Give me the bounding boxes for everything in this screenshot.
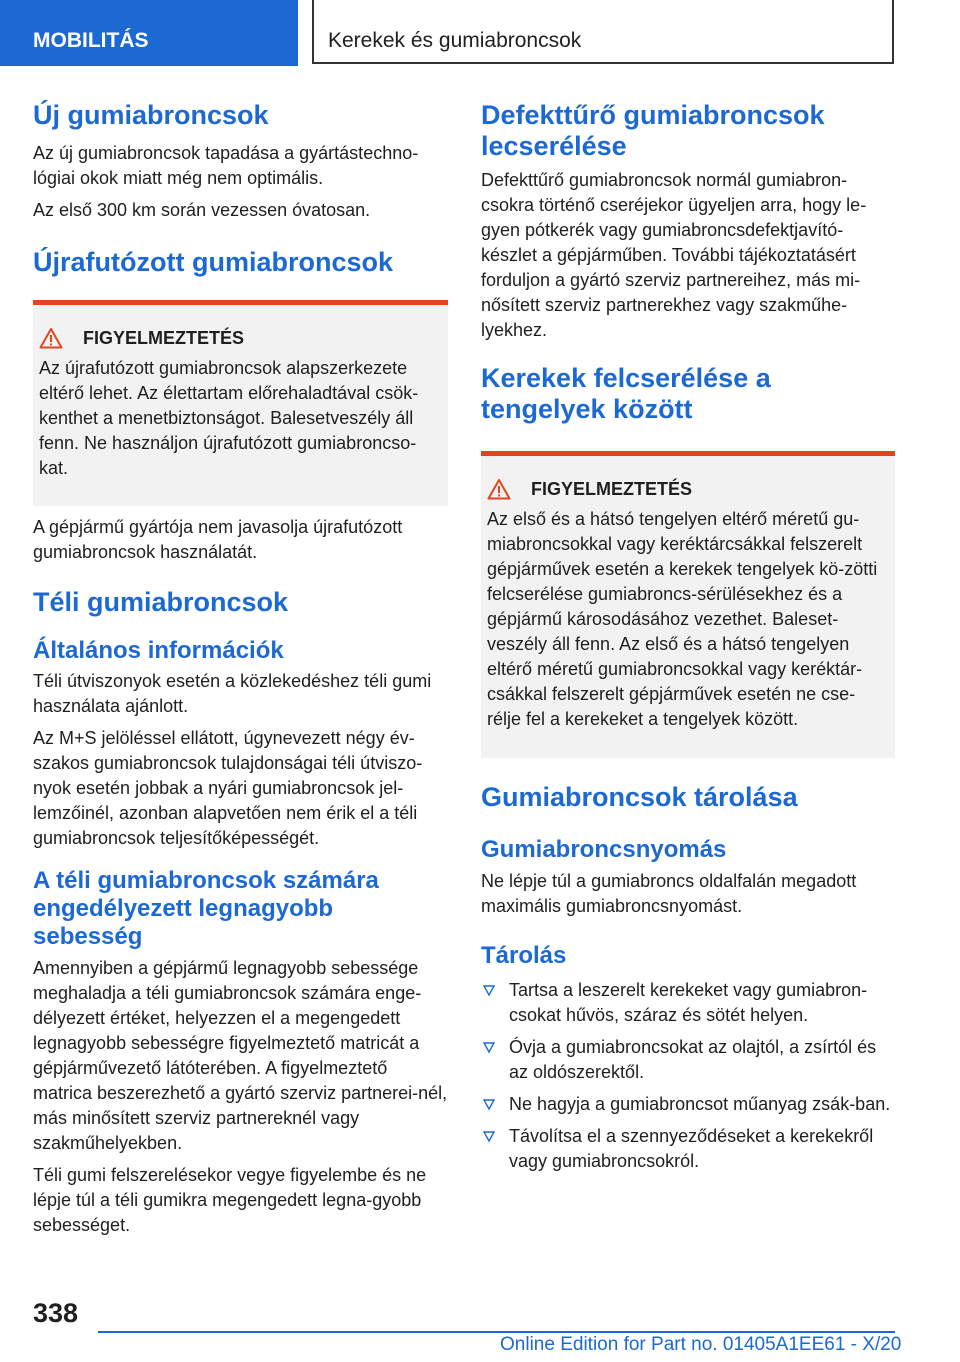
- warning-box-retreaded: [33, 300, 448, 506]
- list-item: Ne hagyja a gumiabroncsot műanyag zsák-ban.: [481, 1092, 895, 1117]
- subsection-title-tire-pressure: Gumiabroncsnyomás: [481, 836, 727, 863]
- section-title-retreaded-tires: Újrafutózott gumiabroncsok: [33, 247, 394, 277]
- warning-triangle-icon: [39, 327, 63, 349]
- warning-text: Az újrafutózott gumiabroncsok alapszerkezete eltérő lehet. Az élettartam előrehaladtával csök-kenthet a menetbiztonságot. Balesetveszély áll fenn. Ne használjon újrafutózott gumiabroncso-kat.: [39, 358, 419, 478]
- storage-list: [481, 978, 895, 1174]
- footer-edition: Online Edition for Part no. 01405A1EE61 - X/20: [500, 1334, 902, 1355]
- retreaded-paragraph: A gépjármű gyártója nem javasolja újrafutózott gumiabroncsok használatát.: [33, 517, 403, 562]
- max-speed-paragraph-1: Amennyiben a gépjármű legnagyobb sebessége meghaladja a téli gumiabroncsok számára enge-délyezett értéket, helyezzen el a megengedett legnagyobb sebességre figyelmeztető matricát a gépjárművezető látóterében. A figyelmeztető matrica beszerezhető a gyártó szerviz partnerei-nél, más minősített szerviz partnereknél vagy szakműhelyekben.: [33, 958, 448, 1153]
- list-item: Távolítsa el a szennyeződéseket a kerekekről vagy gumiabroncsokról.: [481, 1124, 895, 1174]
- list-item: Óvja a gumiabroncsokat az olajtól, a zsírtól és az oldószerektől.: [481, 1035, 895, 1085]
- warning-box-wheel-swap: [481, 451, 895, 758]
- triangle-bullet-icon: [483, 985, 495, 997]
- page-number: 338: [33, 1298, 79, 1328]
- new-tires-paragraph-1: Az új gumiabroncsok tapadása a gyártástechno-lógiai okok miatt még nem optimális.: [33, 143, 419, 188]
- triangle-bullet-icon: [483, 1042, 495, 1054]
- winter-paragraph-1: Téli útviszonyok esetén a közlekedéshez téli gumi használata ajánlott.: [33, 671, 432, 716]
- section-title-tire-storage: Gumiabroncsok tárolása: [481, 782, 798, 812]
- chapter-title: Kerekek és gumiabroncsok: [312, 0, 894, 64]
- new-tires-paragraph-2: Az első 300 km során vezessen óvatosan.: [33, 200, 371, 220]
- warning-label: FIGYELMEZTETÉS: [83, 327, 245, 348]
- warning-label: FIGYELMEZTETÉS: [531, 478, 693, 499]
- subsection-title-max-speed: A téli gumiabroncsok számára engedélyezett legnagyobb sebesség: [33, 867, 379, 950]
- subsection-title-storage: Tárolás: [481, 942, 567, 969]
- section-title-new-tires: Új gumiabroncsok: [33, 100, 269, 130]
- subsection-title-general-info: Általános információk: [33, 637, 284, 664]
- list-item: Tartsa a leszerelt kerekeket vagy gumiabron-csokat hűvös, száraz és sötét helyen.: [481, 978, 895, 1028]
- section-title-wheel-swap: Kerekek felcserélése a tengelyek között: [481, 363, 771, 424]
- section-tab: MOBILITÁS: [0, 0, 298, 66]
- left-column: [33, 100, 448, 1238]
- footer-divider: [98, 1331, 895, 1333]
- right-column: [481, 100, 895, 1174]
- section-title-runflat-replacement: Defekttűrő gumiabroncsok lecserélése: [481, 100, 825, 161]
- warning-text: Az első és a hátsó tengelyen eltérő méretű gu-miabroncsokkal vagy keréktárcsákkal felszerelt gépjárművek esetén a kerekek tengelyek kö-zötti felcserélése gumiabroncs-sérülésekhez és a gépjármű károsodásához vezethet. Baleset-veszély áll fenn. Az első és a hátsó tengelyen eltérő méretű gumiabroncsokkal vagy keréktár-csákkal felszerelt gépjárművek esetén ne cse-rélje fel a kerekeket a tengelyek között.: [487, 509, 878, 729]
- runflat-paragraph: Defekttűrő gumiabroncsok normál gumiabron-csokra történő cseréjekor ügyeljen arra, hogy le-gyen pótkerék vagy gumiabroncsdefektjavító-készlet a gépjárműben. További tájékoztatásért forduljon a gyártó szerviz partnereihez, más mi-nősített szerviz partnerekhez vagy szakműhe-lyekhez.: [481, 170, 867, 340]
- max-speed-paragraph-2: Téli gumi felszerelésekor vegye figyelembe és ne lépje túl a téli gumikra megengedett legna-gyobb sebességet.: [33, 1165, 427, 1235]
- triangle-bullet-icon: [483, 1131, 495, 1143]
- tire-pressure-paragraph: Ne lépje túl a gumiabroncs oldalfalán megadott maximális gumiabroncsnyomást.: [481, 871, 857, 916]
- winter-paragraph-2: Az M+S jelöléssel ellátott, úgynevezett négy év-szakos gumiabroncsok tulajdonságai téli útviszo-nyok esetén jobbak a nyári gumiabroncsok jel-lemzőinél, azonban alapvetően nem érik el a téli gumiabroncsok teljesítőképességét.: [33, 728, 423, 848]
- triangle-bullet-icon: [483, 1099, 495, 1111]
- page-header: [0, 0, 960, 66]
- warning-triangle-icon: [487, 478, 511, 500]
- section-title-winter-tires: Téli gumiabroncsok: [33, 587, 289, 617]
